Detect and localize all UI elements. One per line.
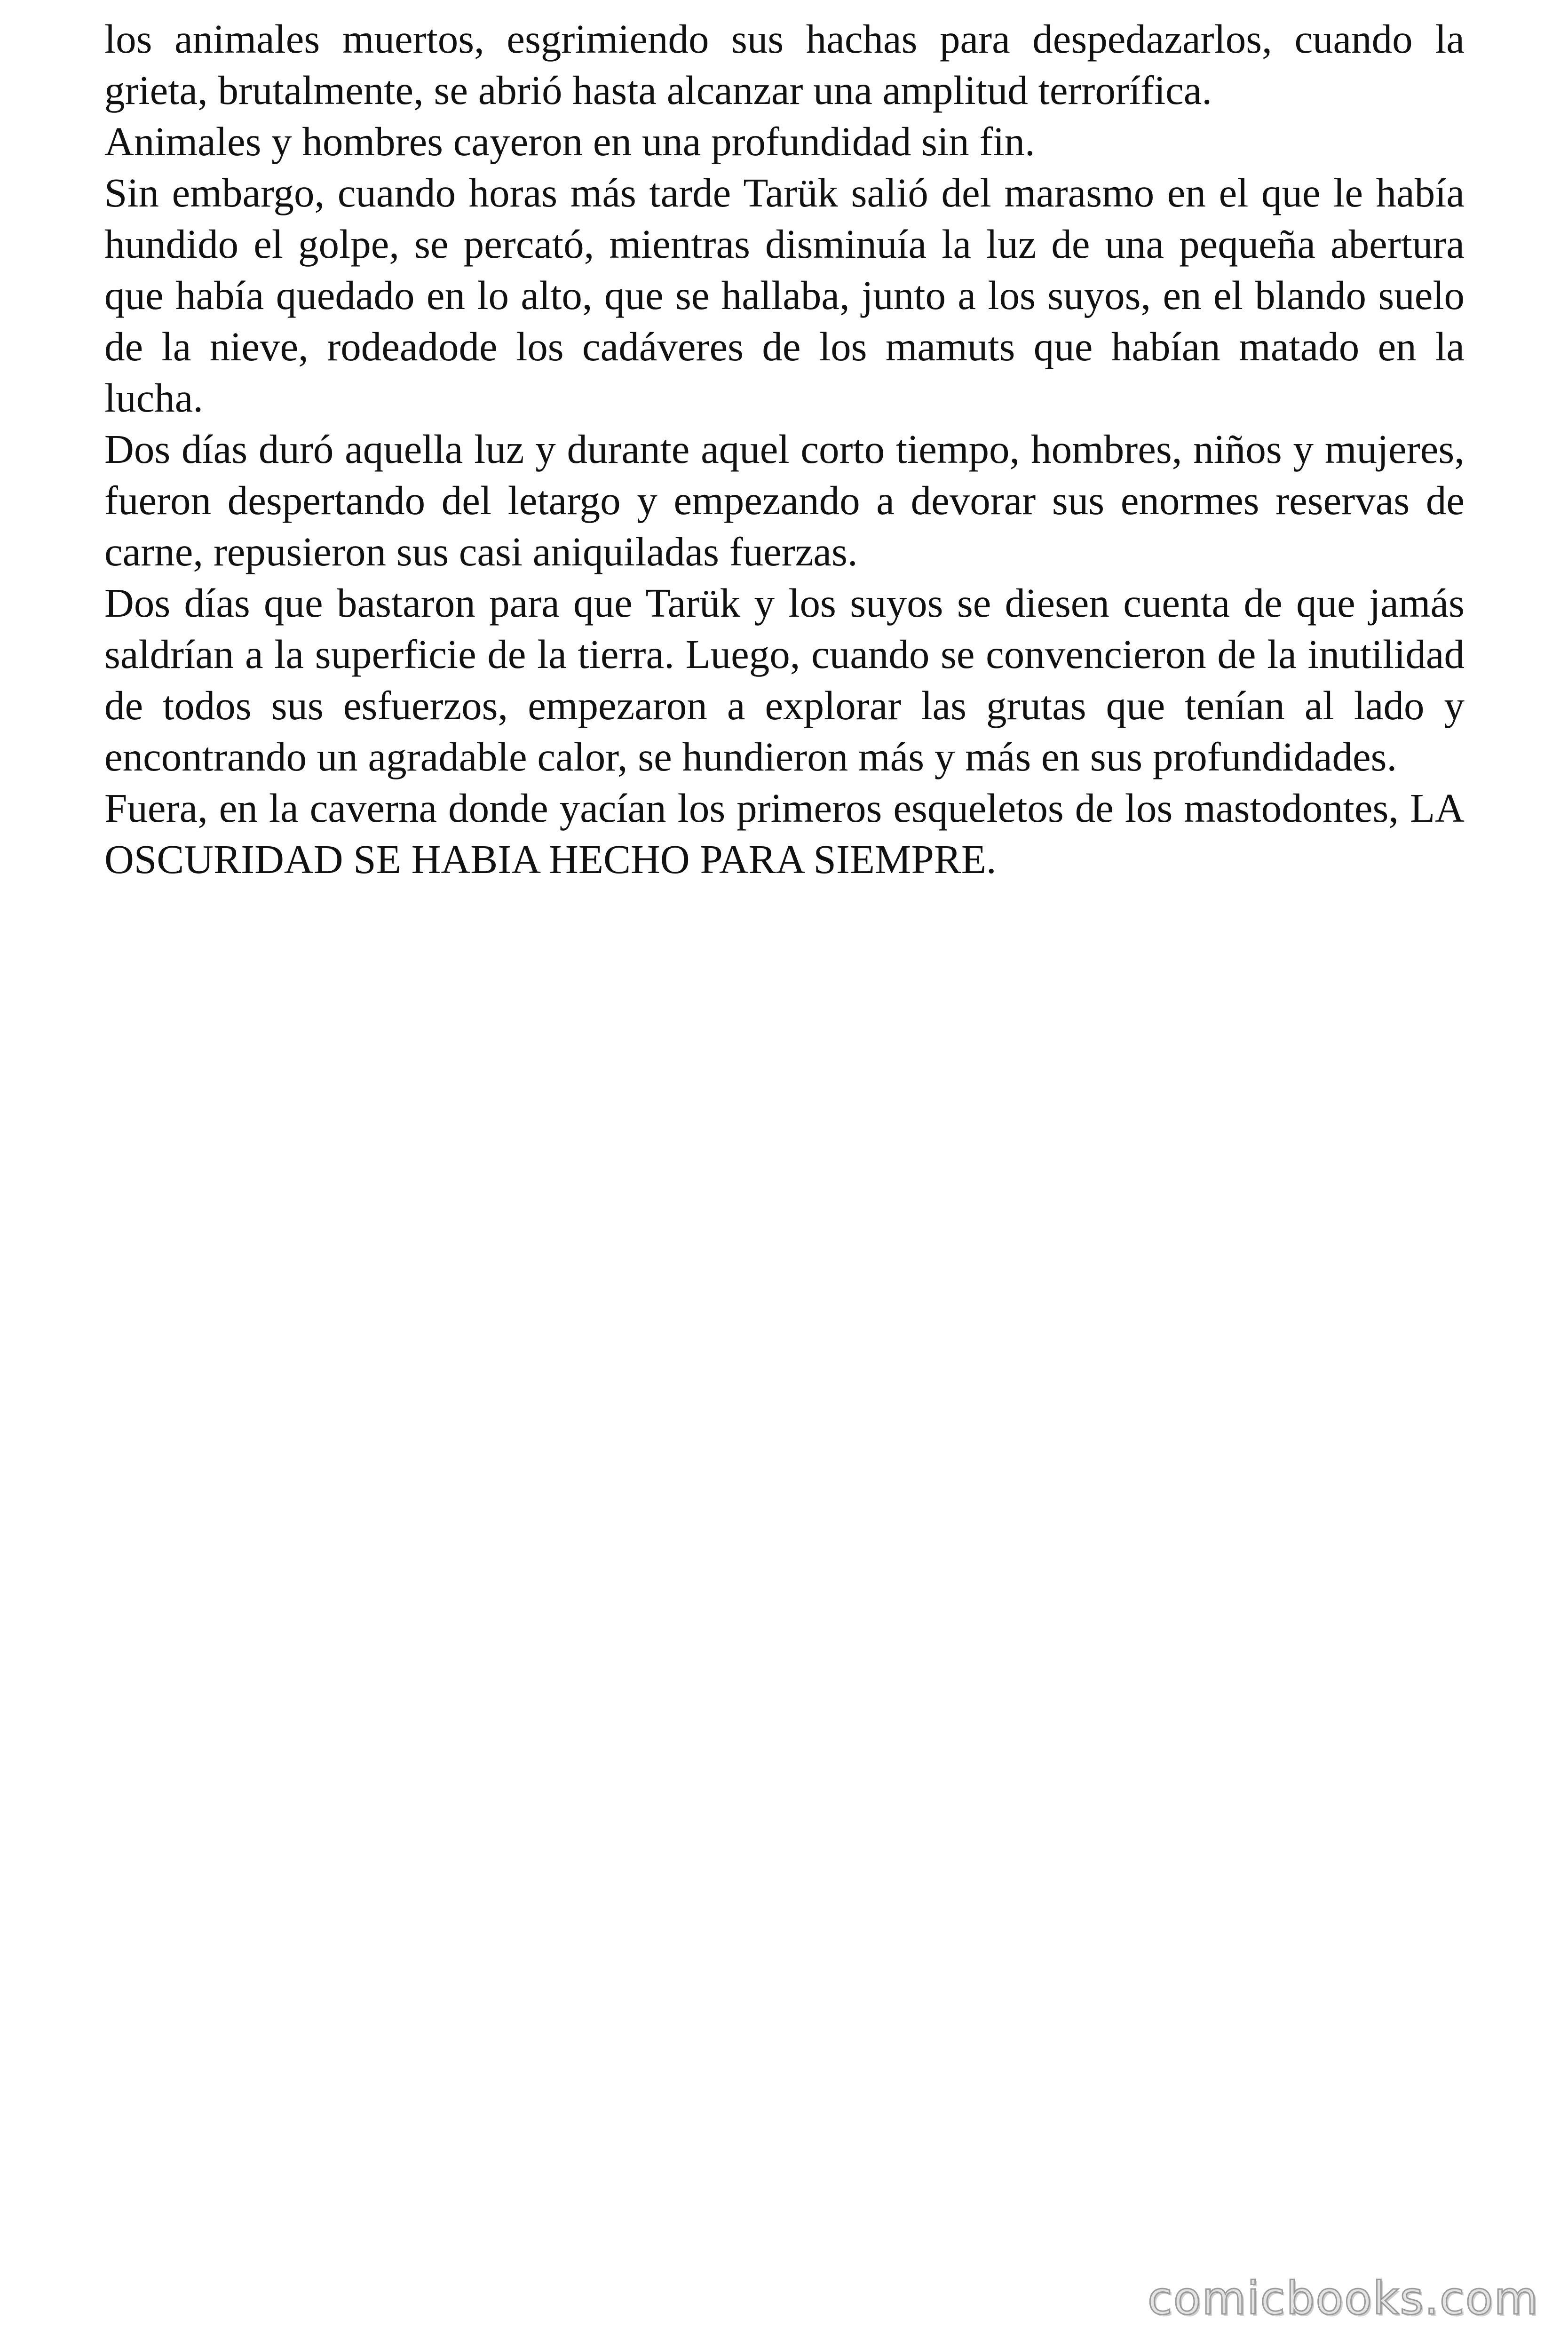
paragraph: Fuera, en la caverna donde yacían los primeros esqueletos de los mastodontes, LA OSCURIDAD SE HABIA HECHO PARA SIEMPRE. — [104, 785, 1465, 882]
watermark: comicbooks.com — [1147, 2272, 1539, 2325]
paragraph: los animales muertos, esgrimiendo sus hachas para despedazarlos, cuando la grieta, brutalmente, se abrió hasta alcanzar una amplitud terrorífica. — [104, 16, 1465, 113]
paragraph: Animales y hombres cayeron en una profundidad sin fin. — [104, 119, 1035, 164]
body-text — [104, 13, 1465, 885]
paragraph: Sin embargo, cuando horas más tarde Tarük salió del marasmo en el que le había hundido el golpe, se percató, mientras disminuía la luz de una pequeña abertura que había quedado en lo alto, que se hallaba, junto a los suyos, en el blando suelo de la nieve, rodeadode los cadáveres de los mamuts que habían matado en la lucha. — [104, 170, 1465, 421]
paragraph: Dos días duró aquella luz y durante aquel corto tiempo, hombres, niños y mujeres, fueron despertando del letargo y empezando a devorar sus enormes reservas de carne, repusieron sus casi aniquiladas fuerzas. — [104, 426, 1465, 574]
paragraph: Dos días que bastaron para que Tarük y los suyos se diesen cuenta de que jamás saldrían a la superficie de la tierra. Luego, cuando se convencieron de la inutilidad de todos sus esfuerzos, empezaron a explorar las grutas que tenían al lado y encontrando un agradable calor, se hundieron más y más en sus profundidades. — [104, 580, 1465, 779]
